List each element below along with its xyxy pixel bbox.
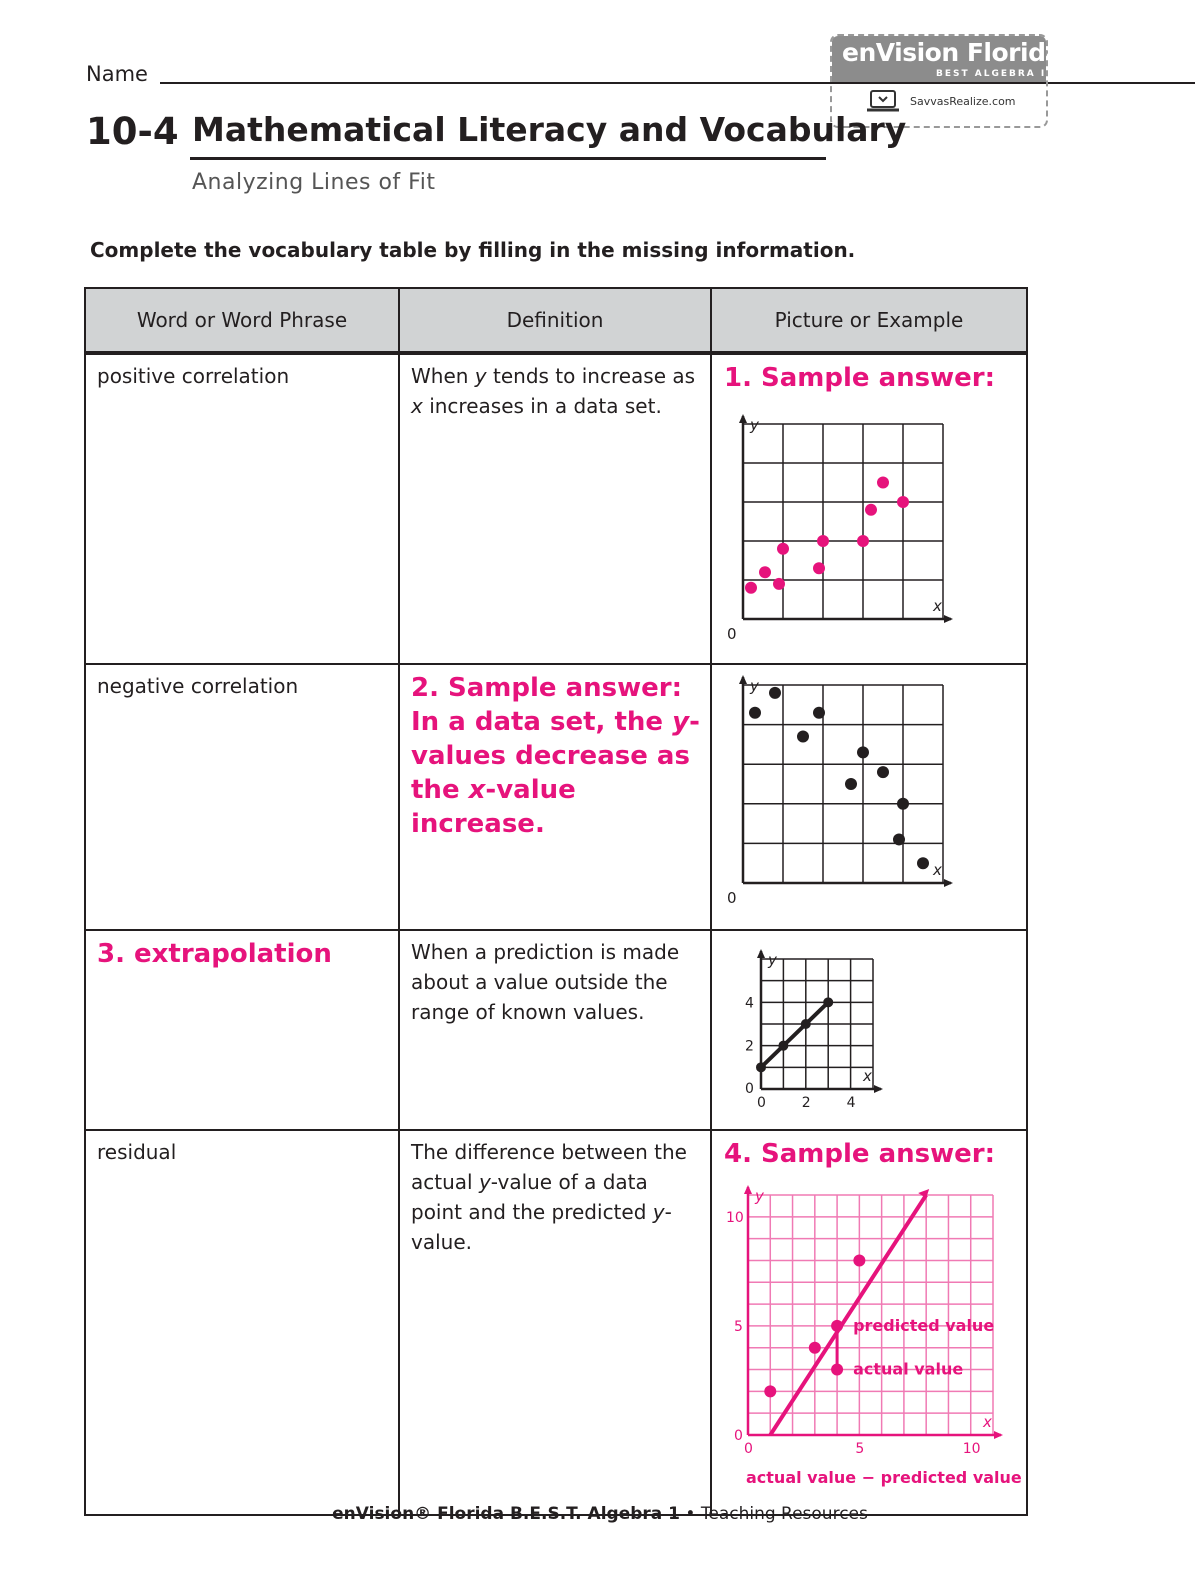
logo-subtext: BEST ALGEBRA I <box>936 69 1047 79</box>
data-point <box>865 504 877 516</box>
name-label: Name <box>86 62 148 86</box>
vocabulary-table <box>84 287 1026 1487</box>
data-point <box>801 1019 811 1029</box>
table-row <box>85 1130 1027 1515</box>
line-segment <box>761 1002 828 1067</box>
data-point <box>857 535 869 547</box>
instructions: Complete the vocabulary table by filling in the missing information. <box>90 238 856 262</box>
lesson-number: 10-4 <box>86 110 179 153</box>
x-axis-arrow <box>874 1085 883 1093</box>
answer-label-4: 4. Sample answer: <box>724 1139 995 1169</box>
example-cell <box>711 353 1027 664</box>
definition-extrapolation: When a prediction is made about a value outside the range of known values. <box>411 940 680 1024</box>
data-point <box>756 1062 766 1072</box>
origin-label: 0 <box>727 889 737 907</box>
x-tick-label: 4 <box>846 1095 856 1111</box>
x-axis-label: x <box>933 861 942 879</box>
header-definition: Definition <box>399 288 711 353</box>
example-cell <box>711 1130 1027 1515</box>
data-point <box>769 687 781 699</box>
page-subtitle: Analyzing Lines of Fit <box>192 170 436 195</box>
x-axis-arrow <box>944 879 953 887</box>
y-tick-label: 0 <box>734 1428 743 1444</box>
data-point <box>823 997 833 1007</box>
actual-value-label: actual value <box>853 1359 964 1379</box>
y-axis-label: y <box>750 677 759 695</box>
data-point <box>764 1385 776 1397</box>
predicted-value-label: predicted value <box>853 1315 995 1335</box>
x-axis-label: x <box>863 1067 872 1085</box>
realize-link[interactable]: SavvasRealize.com <box>910 95 1016 108</box>
y-tick-label: 2 <box>745 1038 754 1055</box>
definition-residual: The difference between the actual y-value of a data point and the predicted y-value. <box>411 1140 687 1254</box>
answer-2-definition: 2. Sample answer: In a data set, the y-values decrease as the x-value increase. <box>411 673 700 839</box>
x-tick-label: 0 <box>757 1095 766 1111</box>
x-tick-label: 2 <box>801 1095 811 1111</box>
y-axis-arrow <box>739 675 747 684</box>
data-point <box>777 543 789 555</box>
data-point <box>745 582 757 594</box>
header-word: Word or Word Phrase <box>85 288 399 353</box>
word-cell <box>85 1130 399 1515</box>
title-underline <box>190 157 826 160</box>
page-footer: enVision® Florida B.E.S.T. Algebra 1 • Teaching Resources <box>332 1504 868 1524</box>
word-cell <box>85 664 399 930</box>
data-point <box>845 778 857 790</box>
y-axis-label: y <box>768 951 777 969</box>
data-point <box>917 857 929 869</box>
data-point <box>773 578 785 590</box>
extrapolation-graph <box>712 931 1024 1121</box>
answer-3-word: 3. extrapolation <box>97 939 332 969</box>
data-point <box>778 1041 788 1051</box>
data-point <box>857 746 869 758</box>
positive-correlation-graph <box>712 355 1024 655</box>
example-cell <box>711 930 1027 1130</box>
residual-caption: actual value − predicted value <box>746 1468 1022 1487</box>
table-row <box>85 664 1027 930</box>
page-title: Mathematical Literacy and Vocabulary <box>192 110 907 149</box>
header-example: Picture or Example <box>711 288 1027 353</box>
x-tick-label: 10 <box>962 1441 981 1457</box>
data-point <box>813 707 825 719</box>
word-negative-correlation: negative correlation <box>97 674 299 698</box>
definition-cell <box>399 1130 711 1515</box>
y-axis-label: y <box>755 1187 764 1205</box>
data-point <box>893 833 905 845</box>
y-axis-arrow <box>744 1185 752 1194</box>
x-axis-arrow <box>944 615 953 623</box>
word-residual: residual <box>97 1140 177 1164</box>
y-axis-arrow <box>757 949 765 958</box>
y-axis-arrow <box>739 414 747 423</box>
y-tick-label: 5 <box>734 1318 743 1335</box>
residual-graph <box>712 1131 1024 1506</box>
data-point <box>759 566 771 578</box>
y-tick-label: 10 <box>726 1209 744 1226</box>
data-point <box>897 496 909 508</box>
word-cell <box>85 930 399 1130</box>
x-tick-label: 5 <box>855 1441 865 1457</box>
data-point <box>831 1320 843 1332</box>
x-axis-arrow <box>994 1431 1003 1439</box>
logo-text: enVision Florida <box>842 38 1062 67</box>
definition-cell <box>399 664 711 930</box>
data-point <box>897 798 909 810</box>
table-row <box>85 930 1027 1130</box>
answer-label-1: 1. Sample answer: <box>724 363 995 393</box>
data-point <box>749 707 761 719</box>
definition-positive-correlation: When y tends to increase as x increases in a data set. <box>411 364 696 418</box>
word-positive-correlation: positive correlation <box>97 364 290 388</box>
data-point <box>853 1254 865 1266</box>
negative-correlation-graph <box>712 665 1024 921</box>
data-point <box>797 730 809 742</box>
data-point <box>817 535 829 547</box>
data-point <box>831 1364 843 1376</box>
word-cell <box>85 353 399 664</box>
y-tick-label: 0 <box>745 1081 754 1097</box>
data-point <box>813 562 825 574</box>
x-axis-label: x <box>933 597 942 615</box>
data-point <box>877 766 889 778</box>
example-cell <box>711 664 1027 930</box>
data-point <box>809 1342 821 1354</box>
x-axis-label: x <box>983 1413 992 1431</box>
definition-cell <box>399 930 711 1130</box>
table-row <box>85 353 1027 664</box>
x-tick-label: 0 <box>744 1441 753 1457</box>
definition-cell <box>399 353 711 664</box>
y-tick-label: 4 <box>745 995 754 1012</box>
origin-label: 0 <box>727 625 737 643</box>
data-point <box>877 477 889 489</box>
y-axis-label: y <box>750 416 759 434</box>
